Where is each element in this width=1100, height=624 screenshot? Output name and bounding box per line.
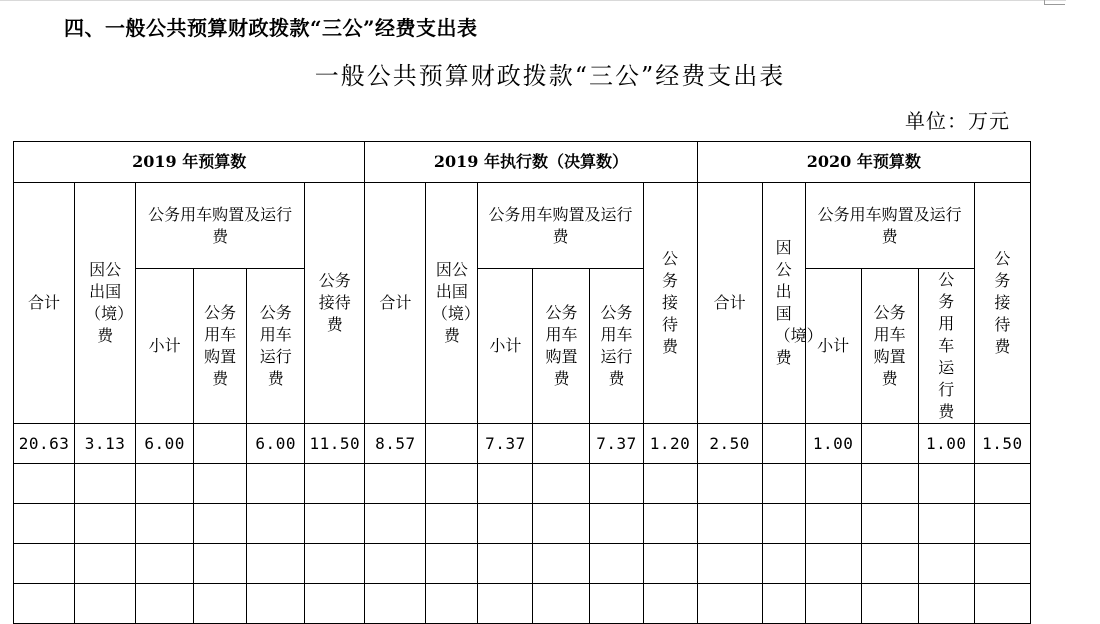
header-subtotal: 小计 bbox=[478, 269, 533, 424]
three-public-expenses-table bbox=[13, 141, 1031, 624]
table-cell: 1.00 bbox=[918, 424, 974, 464]
table-cell bbox=[918, 464, 974, 504]
table-cell bbox=[14, 584, 75, 624]
table-cell bbox=[365, 544, 426, 584]
table-cell bbox=[478, 464, 533, 504]
table-row bbox=[14, 424, 1031, 464]
header-row-groups bbox=[14, 142, 1031, 183]
header-vehicle-operation: 公务用车运行费 bbox=[590, 269, 643, 424]
table-cell bbox=[805, 584, 861, 624]
table-cell bbox=[697, 544, 762, 584]
table-cell bbox=[194, 504, 247, 544]
group-2019-actual: 2019 年执行数（决算数） bbox=[365, 142, 697, 183]
table-cell: 2.50 bbox=[697, 424, 762, 464]
section-heading: 四、一般公共预算财政拨款“三公”经费支出表 bbox=[64, 16, 478, 40]
table-cell bbox=[426, 544, 478, 584]
table-cell bbox=[533, 464, 590, 504]
table-cell bbox=[426, 584, 478, 624]
table-cell bbox=[590, 504, 643, 544]
table-cell bbox=[643, 584, 697, 624]
page-top-border bbox=[0, 0, 1066, 1]
table-cell: 7.37 bbox=[478, 424, 533, 464]
table-cell bbox=[805, 464, 861, 504]
table-cell bbox=[762, 424, 805, 464]
table-cell: 1.50 bbox=[974, 424, 1030, 464]
header-vehicle-purchase: 公务用车购置费 bbox=[194, 269, 247, 424]
table-cell bbox=[136, 544, 194, 584]
table-cell bbox=[426, 464, 478, 504]
header-vehicle: 公务用车购置及运行费 bbox=[136, 183, 305, 269]
table-cell bbox=[75, 504, 136, 544]
header-total: 合计 bbox=[697, 183, 762, 424]
table-cell bbox=[762, 544, 805, 584]
header-vehicle-purchase: 公务用车购置费 bbox=[861, 269, 918, 424]
header-total: 合计 bbox=[365, 183, 426, 424]
table-cell bbox=[762, 464, 805, 504]
table-cell bbox=[697, 504, 762, 544]
table-cell bbox=[861, 504, 918, 544]
header-reception: 公务接待费 bbox=[305, 183, 365, 424]
table-row bbox=[14, 464, 1031, 504]
header-vehicle: 公务用车购置及运行费 bbox=[805, 183, 974, 269]
unit-label: 单位：万元 bbox=[905, 109, 1010, 133]
table-cell bbox=[194, 544, 247, 584]
table-cell bbox=[762, 584, 805, 624]
table-row bbox=[14, 584, 1031, 624]
table-cell bbox=[762, 504, 805, 544]
table-cell bbox=[247, 504, 305, 544]
table-cell bbox=[590, 544, 643, 584]
table-cell bbox=[643, 544, 697, 584]
header-subtotal: 小计 bbox=[805, 269, 861, 424]
table-cell bbox=[365, 584, 426, 624]
table-cell bbox=[305, 584, 365, 624]
table-cell bbox=[643, 504, 697, 544]
table-row bbox=[14, 504, 1031, 544]
table-cell bbox=[426, 504, 478, 544]
table-cell bbox=[194, 464, 247, 504]
table-cell bbox=[697, 464, 762, 504]
table-cell bbox=[75, 544, 136, 584]
table-cell bbox=[136, 504, 194, 544]
table-cell: 6.00 bbox=[247, 424, 305, 464]
table-cell bbox=[247, 464, 305, 504]
table-cell bbox=[805, 504, 861, 544]
table-cell bbox=[305, 464, 365, 504]
page-corner-mark bbox=[1044, 0, 1065, 5]
table-cell bbox=[533, 424, 590, 464]
header-row-categories bbox=[14, 183, 1031, 269]
table-data-body bbox=[14, 424, 1031, 624]
table-cell: 11.50 bbox=[305, 424, 365, 464]
table-cell bbox=[590, 584, 643, 624]
table-cell bbox=[805, 544, 861, 584]
table-cell: 1.00 bbox=[805, 424, 861, 464]
header-row-subcategories bbox=[14, 269, 1031, 424]
header-reception: 公务接待费 bbox=[643, 183, 697, 424]
table-cell bbox=[918, 584, 974, 624]
table-cell bbox=[918, 504, 974, 544]
group-2019-budget: 2019 年预算数 bbox=[14, 142, 365, 183]
table-cell bbox=[75, 464, 136, 504]
table-cell bbox=[194, 584, 247, 624]
header-subtotal: 小计 bbox=[136, 269, 194, 424]
header-vehicle: 公务用车购置及运行费 bbox=[478, 183, 643, 269]
table-cell: 1.20 bbox=[643, 424, 697, 464]
table-cell bbox=[478, 544, 533, 584]
header-abroad: 因公出国（境）费 bbox=[75, 183, 136, 424]
table-cell bbox=[14, 464, 75, 504]
header-vehicle-operation: 公务用车运行费 bbox=[247, 269, 305, 424]
table-cell bbox=[974, 544, 1030, 584]
table-cell bbox=[918, 544, 974, 584]
table-cell bbox=[974, 504, 1030, 544]
table-cell bbox=[365, 504, 426, 544]
table-cell bbox=[478, 504, 533, 544]
header-abroad: 因公出国（境）费 bbox=[426, 183, 478, 424]
table-cell bbox=[974, 464, 1030, 504]
table-cell bbox=[533, 544, 590, 584]
table-cell bbox=[533, 584, 590, 624]
table-cell: 20.63 bbox=[14, 424, 75, 464]
table-cell bbox=[861, 544, 918, 584]
table-row bbox=[14, 544, 1031, 584]
table-cell: 6.00 bbox=[136, 424, 194, 464]
table-cell bbox=[974, 584, 1030, 624]
header-reception: 公务接待费 bbox=[974, 183, 1030, 424]
header-vehicle-operation: 公务用车运行费 bbox=[918, 269, 974, 424]
table-cell bbox=[305, 544, 365, 584]
table-title: 一般公共预算财政拨款“三公”经费支出表 bbox=[314, 62, 786, 90]
table-cell: 3.13 bbox=[75, 424, 136, 464]
header-vehicle-purchase: 公务用车购置费 bbox=[533, 269, 590, 424]
header-abroad: 因公出国（境）费 bbox=[762, 183, 805, 424]
table-cell bbox=[75, 584, 136, 624]
header-total: 合计 bbox=[14, 183, 75, 424]
table-cell bbox=[426, 424, 478, 464]
table-cell bbox=[365, 464, 426, 504]
table-cell bbox=[861, 424, 918, 464]
table-cell bbox=[533, 504, 590, 544]
table-cell bbox=[305, 504, 365, 544]
table-cell bbox=[136, 584, 194, 624]
table-cell bbox=[14, 544, 75, 584]
table-cell bbox=[697, 584, 762, 624]
group-2020-budget: 2020 年预算数 bbox=[697, 142, 1030, 183]
table-cell: 8.57 bbox=[365, 424, 426, 464]
table-cell bbox=[861, 464, 918, 504]
table-cell bbox=[590, 464, 643, 504]
table-cell bbox=[14, 504, 75, 544]
table-cell bbox=[247, 584, 305, 624]
table-cell bbox=[136, 464, 194, 504]
table-cell bbox=[247, 544, 305, 584]
table-cell bbox=[194, 424, 247, 464]
table-cell bbox=[478, 584, 533, 624]
table-cell bbox=[861, 584, 918, 624]
table-cell: 7.37 bbox=[590, 424, 643, 464]
table-cell bbox=[643, 464, 697, 504]
